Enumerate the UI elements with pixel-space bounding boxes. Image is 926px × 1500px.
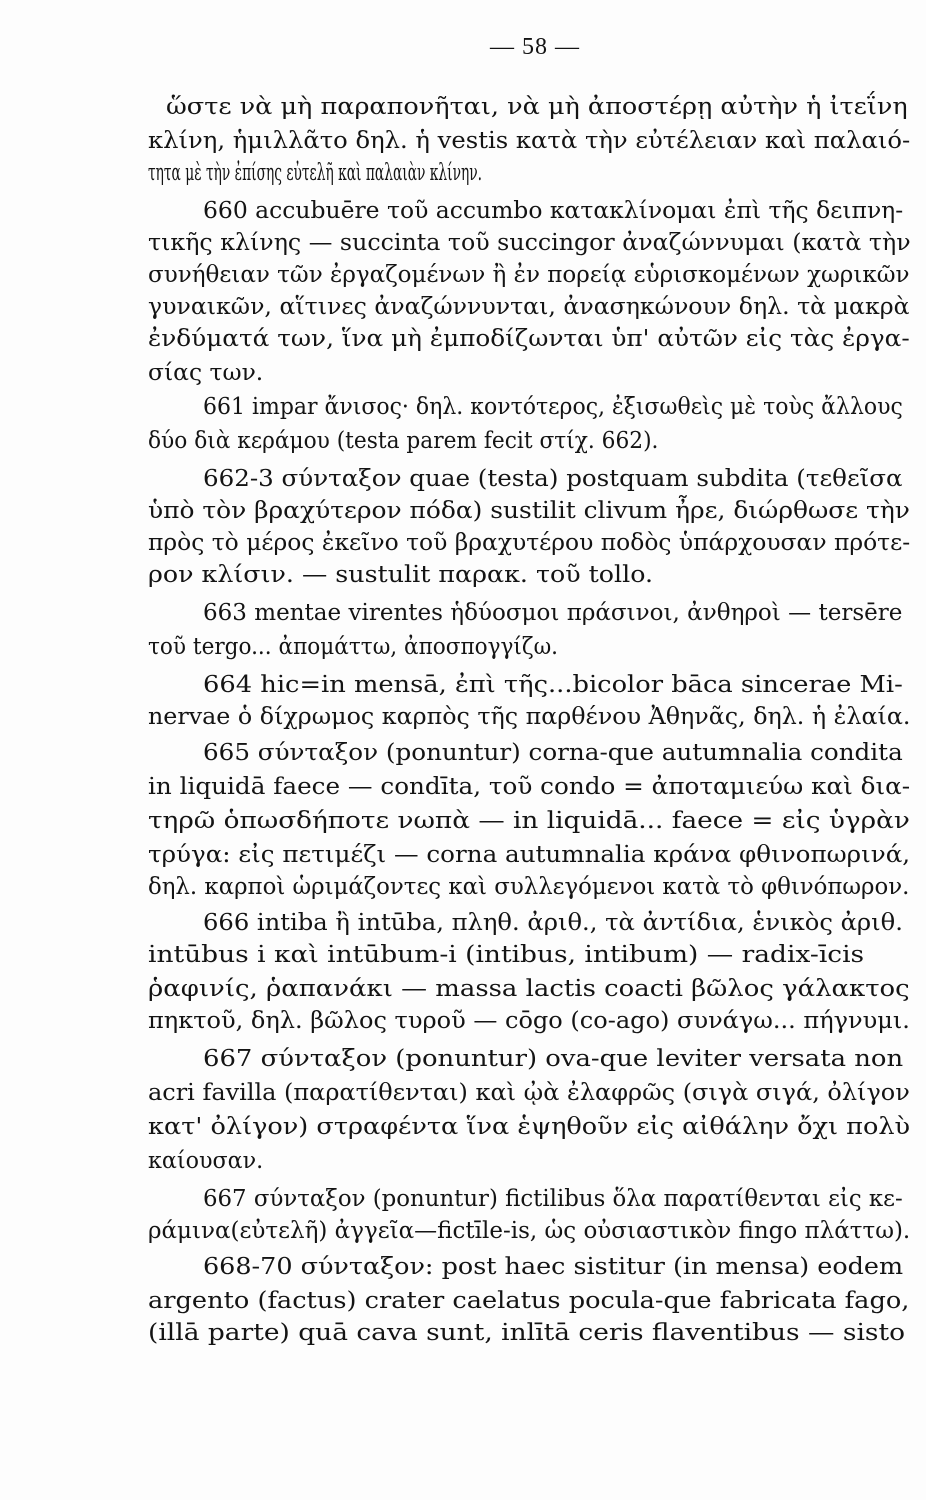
text-line: intūbus i καὶ intūbum-i (intibus, intibum) — radix-īcis [148, 942, 865, 968]
text-line: ρον κλίσιν. — sustulit παρακ. τοῦ tollo. [148, 562, 654, 588]
text-line: κατ' ὀλίγον) στραφέντα ἵνα ἑψηθοῦν εἰς αἰθάλην ὄχι πολὺ [148, 1114, 911, 1140]
text-line: acri favilla (παρατίθενται) καὶ ᾠὰ ἐλαφρῶς (σιγὰ σιγά, ὀλίγον [148, 1080, 910, 1106]
text-line: τητα μὲ τὴν ἐπίσης εὐτελῆ καὶ παλαιὰν κλίνην. [148, 160, 483, 186]
text-line: 660 accubuēre τοῦ accumbo κατακλίνομαι ἐπὶ τῆς δειπνη- [203, 198, 904, 224]
text-line: ῥαφινίς, ῥαπανάκι — massa lactis coacti βῶλος γάλακτος [148, 976, 910, 1002]
text-line: πηκτοῦ, δηλ. βῶλος τυροῦ — cōgo (co-ago) συνάγω... πήγνυμι. [148, 1008, 910, 1034]
text-line: ὥστε νὰ μὴ παραπονῆται, νὰ μὴ ἀποστέρῃ αὐτὴν ἡ ἰτεΐνη [166, 94, 908, 120]
text-line: ὑπὸ τὸν βραχύτερον πόδα) sustilit clivum ἦρε, διώρθωσε τὴν [148, 498, 910, 524]
text-line: συνήθειαν τῶν ἐργαζομένων ἢ ἐν πορείᾳ εὑρισκομένων χωρικῶν [148, 262, 910, 288]
text-line: δύο διὰ κεράμου (testa parem fecit στίχ. 662). [148, 428, 659, 454]
text-line: πρὸς τὸ μέρος ἐκεῖνο τοῦ βραχυτέρου ποδὸς ὑπάρχουσαν πρότε- [148, 530, 911, 556]
text-line: (illā parte) quā cava sunt, inlītā ceris flaventibus — sisto [148, 1320, 906, 1346]
text-line: 661 impar ἄνισος· δηλ. κοντότερος, ἐξισωθεὶς μὲ τοὺς ἄλλους [203, 394, 903, 420]
text-line: in liquidā faece — condīta, τοῦ condo = ἀποταμιεύω καὶ δια- [148, 774, 911, 800]
text-line: 665 σύνταξον (ponuntur) corna-que autumnalia condita [203, 740, 903, 766]
text-line: κλίνη, ἡμιλλᾶτο δηλ. ἡ vestis κατὰ τὴν εὐτέλειαν καὶ παλαιό- [148, 128, 911, 154]
text-line: nervae ὁ δίχρωμος καρπὸς τῆς παρθένου Ἀθηνᾶς, δηλ. ἡ ἐλαία. [148, 704, 911, 730]
text-line: γυναικῶν, αἵτινες ἀναζώννυνται, ἀνασηκώνουν δηλ. τὰ μακρὰ [148, 294, 910, 320]
text-line: καίουσαν. [148, 1148, 264, 1174]
text-line: 666 intiba ἢ intūba, πληθ. ἀριθ., τὰ ἀντίδια, ἑνικὸς ἀριθ. [203, 910, 903, 936]
page-number: — 58 — [490, 34, 580, 60]
text-line: τρύγα: εἰς πετιμέζι — corna autumnalia κράνα φθινοπωρινά, [148, 842, 911, 868]
text-line: 667 σύνταξον (ponuntur) fictilibus ὅλα παρατίθενται εἰς κε- [203, 1186, 903, 1212]
text-line: 663 mentae virentes ἡδύοσμοι πράσινοι, ἀνθηροὶ — tersēre [203, 600, 903, 626]
text-line: 667 σύνταξον (ponuntur) ova-que leviter versata non [203, 1046, 904, 1072]
text-line: σίας των. [148, 360, 264, 386]
text-line: δηλ. καρποὶ ὡριμάζοντες καὶ συλλεγόμενοι κατὰ τὸ φθινόπωρον. [148, 874, 910, 900]
text-line: ράμινα(εὐτελῆ) ἀγγεῖα—fictīle-is, ὡς οὐσιαστικὸν fingo πλάττω). [148, 1218, 911, 1244]
text-line: τοῦ tergo... ἀπομάττω, ἀποσπογγίζω. [148, 634, 559, 660]
text-line: ἐνδύματά των, ἵνα μὴ ἐμποδίζωνται ὑπ' αὐτῶν εἰς τὰς ἐργα- [148, 326, 910, 352]
text-line: argento (factus) crater caelatus pocula-que fabricata fago, [148, 1288, 910, 1314]
text-line: τικῆς κλίνης — succinta τοῦ succingor ἀναζώννυμαι (κατὰ τὴν [148, 230, 911, 256]
text-line: 662-3 σύνταξον quae (testa) postquam subdita (τεθεῖσα [203, 466, 903, 492]
text-line: 668-70 σύνταξον: post haec sistitur (in mensa) eodem [203, 1254, 904, 1280]
text-line: 664 hic=in mensā, ἐπὶ τῆς...bicolor bāca sincerae Mi- [203, 672, 903, 698]
text-line: τηρῶ ὁπωσδήποτε νωπὰ — in liquidā... faece = εἰς ὑγρὰν [148, 808, 910, 834]
